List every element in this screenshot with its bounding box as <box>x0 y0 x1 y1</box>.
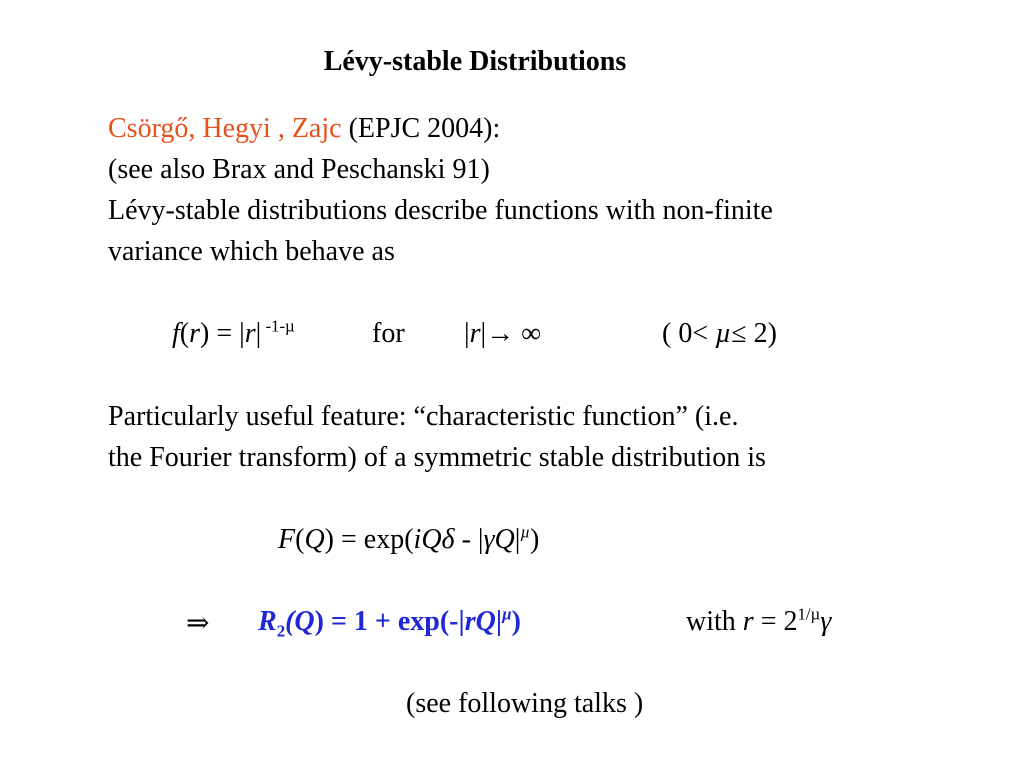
eq3-rQ: rQ <box>464 606 496 637</box>
eq2-mu: µ <box>520 522 531 542</box>
eq3-close: ) <box>511 606 521 637</box>
intro-paragraph <box>108 108 773 272</box>
eq1-limit <box>464 318 541 350</box>
implies-arrow: ⇒ <box>186 608 210 639</box>
eq3-bar: | <box>495 606 502 637</box>
eq3-gamma: γ <box>820 606 832 637</box>
eq1-limit-open: | <box>464 318 470 349</box>
eq2-Q: Q <box>304 524 325 555</box>
eq1-for: for <box>372 318 405 349</box>
eq2-close: ) <box>530 524 540 555</box>
eq3-mu: µ <box>501 604 512 624</box>
citation-line <box>108 108 773 149</box>
eq2-iQdelta: iQδ <box>413 524 455 555</box>
feature-line-1: Particularly useful feature: “characteristic function” (i.e. <box>108 401 739 432</box>
eq3-exponent: 1/µ <box>797 604 821 624</box>
eq2-F: F <box>278 524 296 555</box>
eq2-gammaQ: γQ <box>483 524 515 555</box>
eq2-bar: | <box>514 524 521 555</box>
eq3-R: R <box>258 606 277 637</box>
eq1-abs-r: r <box>244 318 256 349</box>
eq1-limit-infinity: |→ ∞ <box>480 318 542 349</box>
description-line-1: Lévy-stable distributions describe functions with non-finite <box>108 195 773 226</box>
eq2-minus: - | <box>454 524 484 555</box>
eq1-f: f <box>172 318 180 349</box>
eq3-equals: = 2 <box>753 606 798 637</box>
eq3-r: r <box>742 606 754 637</box>
eq1-range-mu: µ <box>715 318 732 349</box>
footer-note: (see following talks ) <box>406 688 644 719</box>
eq2-exp: ) = exp( <box>324 524 414 555</box>
eq3-sub2: 2 <box>276 621 286 641</box>
eq1-range <box>662 318 777 350</box>
characteristic-function-equation <box>278 524 539 556</box>
eq1-range-close: ≤ 2) <box>731 318 777 349</box>
see-also-line: (see also Brax and Peschanski 91) <box>108 154 490 185</box>
eq3-with: with <box>686 606 743 637</box>
eq1-abs-close: | <box>255 318 262 349</box>
slide-title: Lévy-stable Distributions <box>323 46 627 77</box>
feature-paragraph <box>108 396 766 478</box>
description-line-2: variance which behave as <box>108 236 395 267</box>
eq1-limit-r: r <box>469 318 481 349</box>
journal-reference: (EPJC 2004): <box>341 113 501 144</box>
feature-line-2: the Fourier transform) of a symmetric stable distribution is <box>108 442 766 473</box>
authors: Csörgő, Hegyi , Zajc <box>108 113 342 144</box>
eq2-open: ( <box>295 524 305 555</box>
correlation-equation <box>258 604 521 641</box>
eq1-range-open: ( 0< <box>662 318 716 349</box>
eq1-r: r <box>189 318 201 349</box>
eq1-exponent: -1-µ <box>261 316 295 336</box>
eq3-Q: (Q <box>285 606 315 637</box>
eq1-equals: ) = | <box>200 318 245 349</box>
r-definition <box>686 606 831 638</box>
power-law-equation: f(r) = |r| $^{-1-\mu}$ <box>172 316 295 349</box>
eq3-mid: ) = 1 + exp(-| <box>314 606 465 637</box>
